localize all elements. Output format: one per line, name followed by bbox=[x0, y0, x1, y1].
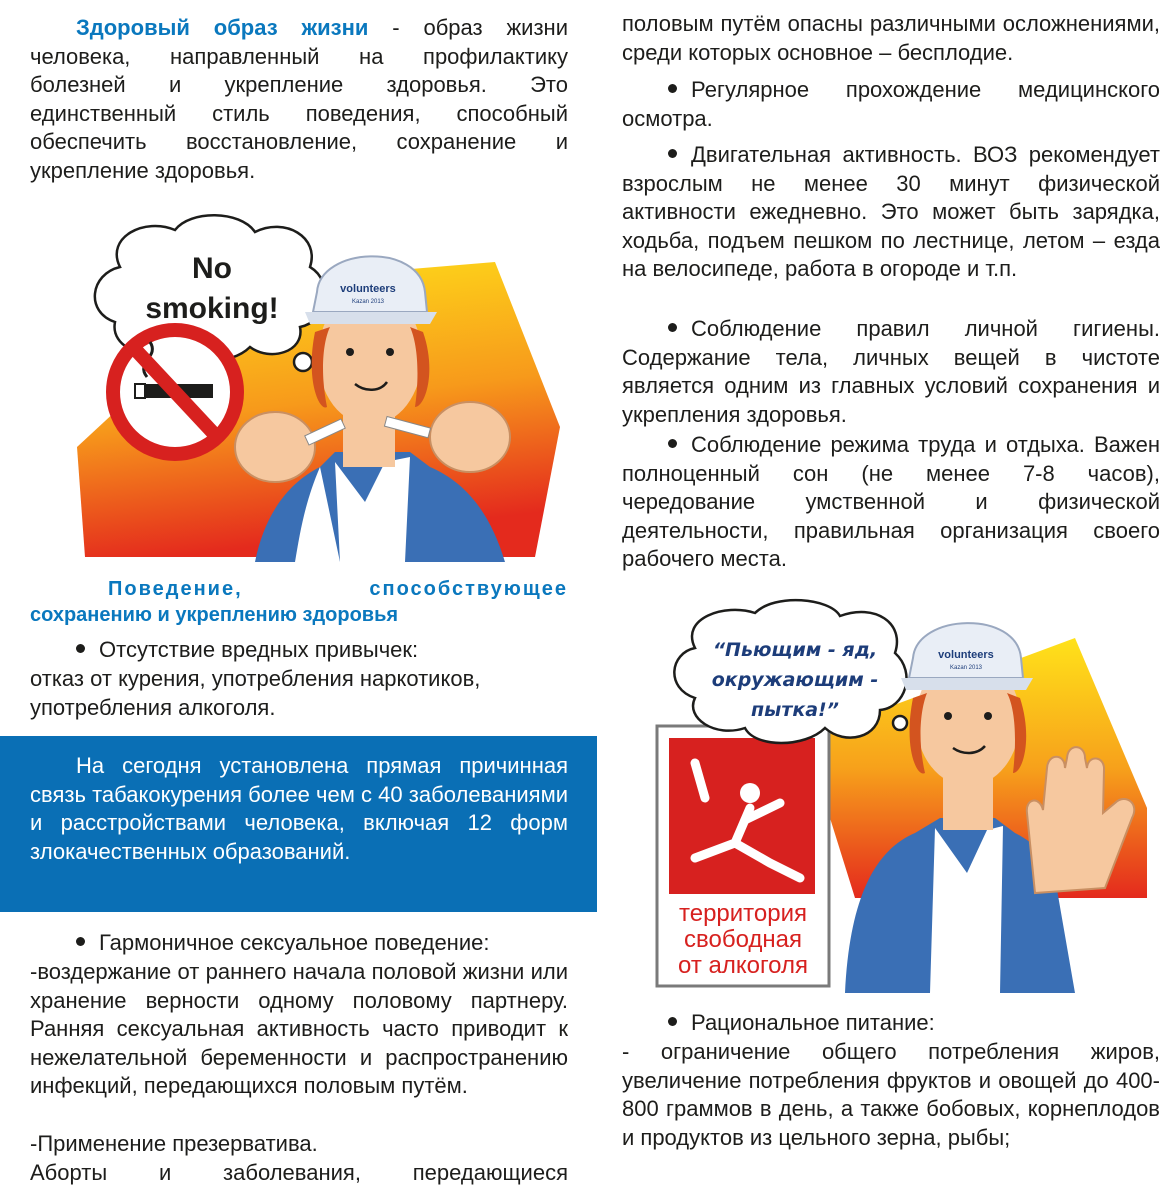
nutrition-text: - ограничение общего потребления жиров, увеличение потребления фруктов и овощей до 400-800 граммов в день, а также бобовых, корнеплодов и продуктов из цельного зерна, рыбы; bbox=[622, 1039, 1160, 1150]
bullet-bad-habits-text: отказ от курения, употребления наркотиков, употребления алкоголя. bbox=[30, 666, 481, 720]
intro-paragraph bbox=[30, 14, 568, 185]
no-smoking-illustration bbox=[65, 212, 570, 577]
bullet-sexual-title bbox=[30, 929, 568, 958]
bullet-bad-habits-title bbox=[30, 636, 568, 665]
bullet-text: Рациональное питание: bbox=[691, 1010, 935, 1035]
bullet-icon bbox=[668, 439, 677, 448]
bullet-text: Соблюдение правил личной гигиены. Содержание тела, личных вещей в чистоте является одним из главных условий сохранения и укрепления здоровья. bbox=[622, 316, 1160, 427]
cap-label: volunteers bbox=[340, 283, 396, 295]
bullet-icon bbox=[668, 323, 677, 332]
sign-line-3: от алкоголя bbox=[678, 952, 808, 979]
bullet-icon bbox=[668, 149, 677, 158]
bullet-text: Отсутствие вредных привычек: bbox=[99, 637, 419, 662]
sign-line-2: свободная bbox=[684, 926, 802, 953]
sexual-text-1: -воздержание от раннего начала половой жизни или хранение верности одному половому партнеру. Ранняя сексуальная активность часто приводит к нежелательной беременности и распространению инфекций, передающихся половым путём. bbox=[30, 959, 568, 1098]
bullet-icon bbox=[76, 644, 85, 653]
speech-line-2: smoking! bbox=[145, 292, 279, 325]
intro-term: Здоровый образ жизни bbox=[76, 15, 369, 40]
alcohol-free-illustration bbox=[655, 598, 1155, 993]
intro-text: - образ жизни человека, направленный на профилактику болезней и укрепление здоровья. Это единственный стиль поведения, способный обеспечить восстановление, сохранение и укрепление здоровья. bbox=[30, 15, 568, 183]
bullet-hygiene bbox=[622, 315, 1160, 429]
bullet-nutrition-title bbox=[622, 1009, 1160, 1038]
bullet-text: Гармоничное сексуальное поведение: bbox=[99, 930, 490, 955]
bullet-icon bbox=[668, 1017, 677, 1026]
speech-line-1: “Пьющим - яд, bbox=[712, 639, 878, 661]
bullet-text: Двигательная активность. ВОЗ рекомендует взрослым не менее 30 минут физической активности ежедневно. Это может быть зарядка, ходьба, подъем пешком по лестнице, летом – езда на велосипеде, работа в огороде и т.п. bbox=[622, 142, 1160, 281]
bullet-text: Соблюдение режима труда и отдыха. Важен полноценный сон (не менее 7-8 часов), чередование умственной и физической деятельности, правильная организация своего рабочего места. bbox=[622, 432, 1160, 571]
continuation-text: половым путём опасны различными осложнениями, среди которых основное – бесплодие. bbox=[622, 11, 1160, 65]
bullet-medical bbox=[622, 76, 1160, 133]
sign-line-1: территория bbox=[679, 900, 807, 927]
speech-line-3: пытка!” bbox=[751, 699, 839, 721]
no-smoking-sign-icon bbox=[113, 330, 237, 454]
speech-line-1: No bbox=[192, 252, 232, 285]
behavior-heading bbox=[30, 576, 568, 628]
cap-sub: Kazan 2013 bbox=[949, 665, 983, 671]
bullet-activity bbox=[622, 141, 1160, 284]
bullet-work-rest bbox=[622, 431, 1160, 574]
heading-line-1: Поведение, способствующее bbox=[108, 578, 568, 600]
bullet-text: Регулярное прохождение медицинского осмотра. bbox=[622, 77, 1160, 131]
heading-line-2: сохранению и укреплению здоровья bbox=[30, 604, 399, 626]
bullet-icon bbox=[668, 84, 677, 93]
speech-line-2: окружающим - bbox=[711, 669, 879, 691]
tobacco-fact: На сегодня установлена прямая причинная связь табакокурения более чем с 40 заболеваниями и расстройствами человека, включая 12 форм злокачественных образований. bbox=[30, 753, 568, 864]
sexual-text-3: Аборты и заболевания, передающиеся bbox=[30, 1160, 568, 1185]
sexual-text-2: -Применение презерватива. bbox=[30, 1131, 318, 1156]
cap-sub: Kazan 2013 bbox=[351, 299, 385, 305]
bullet-icon bbox=[76, 937, 85, 946]
cap-label: volunteers bbox=[938, 649, 994, 661]
